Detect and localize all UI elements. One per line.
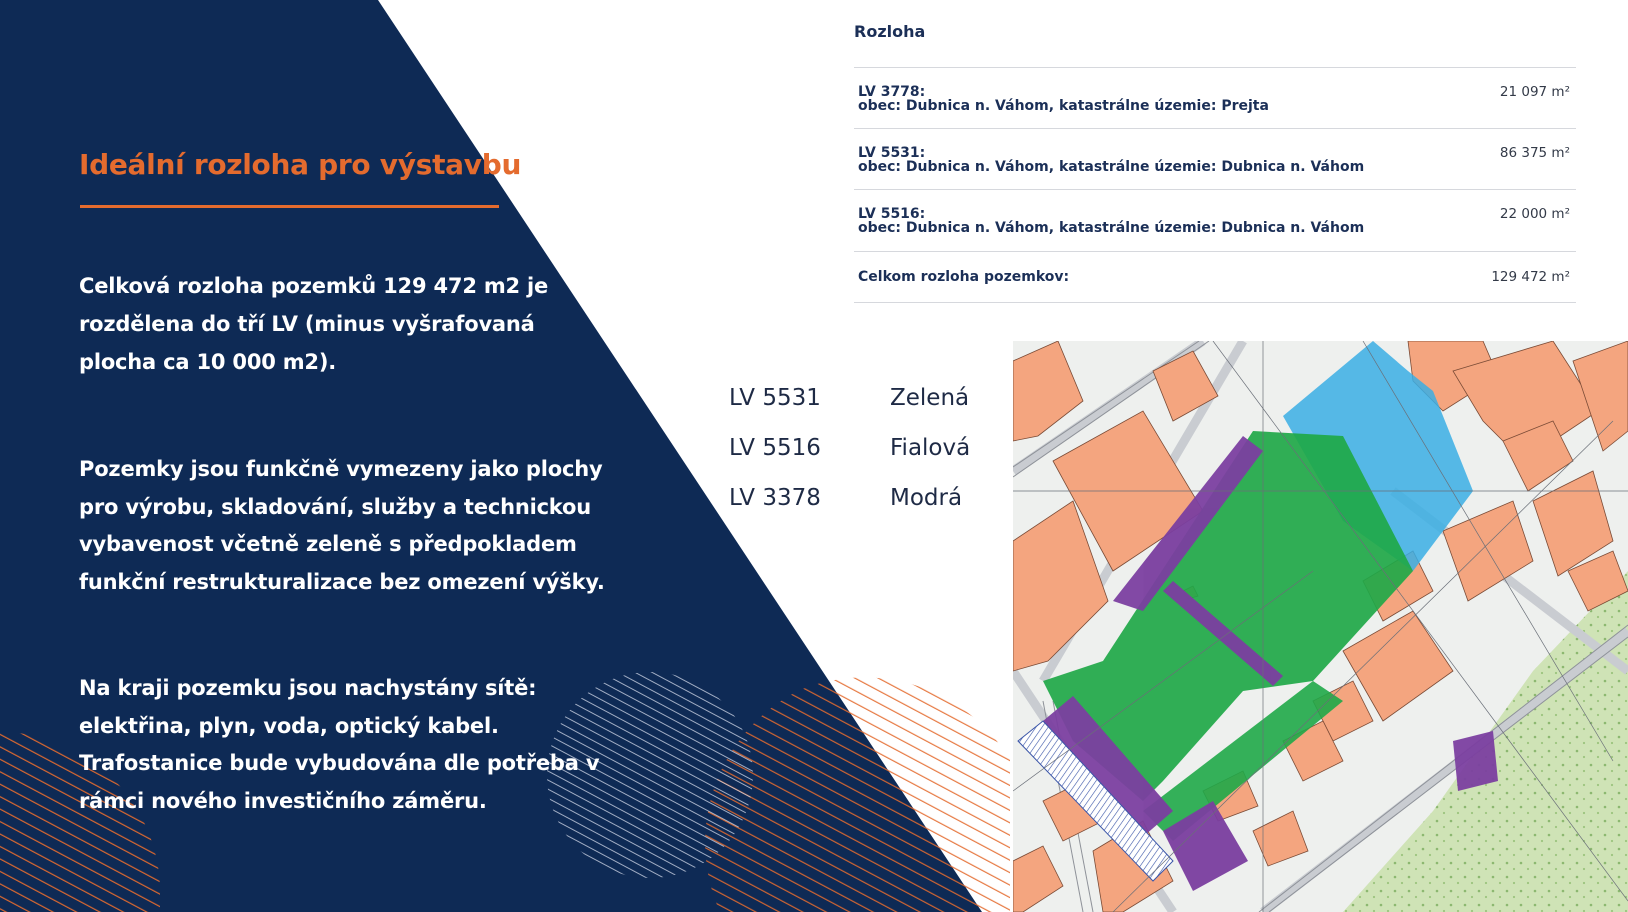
lv-area: 22 000 m² [1499, 206, 1570, 222]
legend-lv: LV 3378 [729, 485, 821, 511]
area-table-row [854, 67, 1576, 129]
paragraph-line: pro výrobu, skladování, služby a technickou [79, 494, 591, 519]
paragraph-utilities [79, 670, 599, 820]
paragraph-total-area [79, 267, 548, 381]
cadastral-map [1013, 341, 1628, 912]
paragraph-line: rozdělena do tří LV (minus vyšrafovaná [79, 312, 535, 336]
lv-number: LV 3778: [858, 84, 926, 100]
lv-area: 21 097 m² [1499, 84, 1570, 100]
total-area: 129 472 m² [1491, 269, 1570, 285]
legend-color-name: Modrá [890, 485, 963, 511]
area-table-row [854, 189, 1576, 252]
lv-area: 86 375 m² [1499, 145, 1570, 161]
legend-lv: LV 5516 [729, 435, 821, 461]
paragraph-line: vybavenost včetně zeleně s předpokladem [79, 532, 577, 556]
legend-lv: LV 5531 [729, 385, 821, 411]
area-table-total-row [854, 251, 1576, 303]
area-table-title: Rozloha [854, 22, 926, 41]
lv-location: obec: Dubnica n. Váhom, katastrálne územie: Dubnica n. Váhom [858, 220, 1365, 236]
area-table-row [854, 128, 1576, 190]
heading-underline [80, 205, 499, 208]
lv-location: obec: Dubnica n. Váhom, katastrálne územie: Dubnica n. Váhom [858, 159, 1365, 175]
paragraph-line: Pozemky jsou funkčně vymezeny jako plochy [79, 457, 603, 481]
paragraph-line: Na kraji pozemku jsou nachystány sítě: [79, 676, 537, 700]
paragraph-line: elektřina, plyn, voda, optický kabel. [79, 713, 499, 738]
legend-color-name: Zelená [890, 385, 970, 411]
paragraph-line: rámci nového investičního záměru. [79, 788, 487, 813]
paragraph-line: Celková rozloha pozemků 129 472 m2 je [79, 274, 549, 298]
paragraph-line: plocha ca 10 000 m2). [79, 350, 337, 374]
section-heading: Ideální rozloha pro výstavbu [79, 148, 522, 181]
lv-number: LV 5516: [858, 206, 926, 222]
lv-number: LV 5531: [858, 145, 926, 161]
lv-location: obec: Dubnica n. Váhom, katastrálne územie: Prejta [858, 98, 1269, 114]
paragraph-line: funkční restrukturalizace bez omezení výšky. [79, 569, 605, 594]
paragraph-line: Trafostanice bude vybudována dle potřeba v [79, 751, 600, 775]
paragraph-zoning [79, 451, 605, 601]
legend-color-name: Fialová [890, 435, 971, 461]
total-label: Celkom rozloha pozemkov: [858, 269, 1070, 285]
